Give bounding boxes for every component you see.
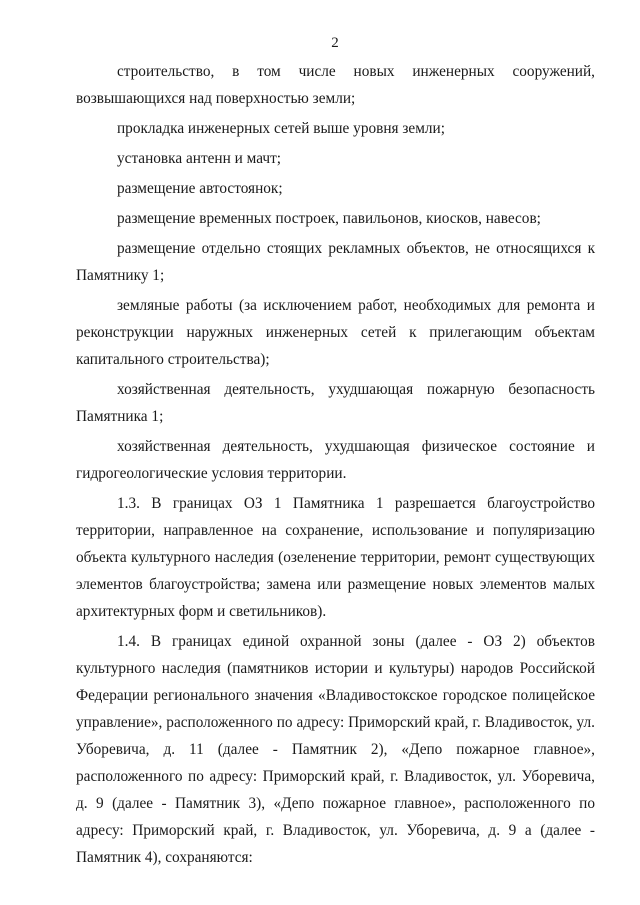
paragraph-temporary-buildings: размещение временных построек, павильонов, киосков, навесов; xyxy=(117,210,541,227)
paragraph-construction: строительство, в том числе новых инженерных сооружений, возвышающихся над поверхностью земли; xyxy=(76,63,595,107)
paragraph-earthworks: земляные работы (за исключением работ, необходимых для ремонта и реконструкции наружных инженерных сетей к прилегающим объектам капитального строительства); xyxy=(76,297,595,368)
paragraph-section-1-4: 1.4. В границах единой охранной зоны (далее - ОЗ 2) объектов культурного наследия (памятников истории и культуры) народов Российской Федерации регионального значения «Владивостокское городское полицейское управление», расположенного по адресу: Приморский край, г. Владивосток, ул. Уборевича, д. 11 (далее - Памятник 2), «Депо пожарное главное», расположенного по адресу: Приморский край, г. Владивосток, ул. Уборевича, д. 9 (далее - Памятник 3), «Депо пожарное главное», расположенного по адресу: Приморский край, г. Владивосток, ул. Уборевича, д. 9 а (далее - Памятник 4), сохраняются: xyxy=(76,633,595,866)
paragraph-utility-networks: прокладка инженерных сетей выше уровня земли; xyxy=(117,120,445,137)
paragraph-section-1-3: 1.3. В границах ОЗ 1 Памятника 1 разрешается благоустройство территории, направленное на сохранение, использование и популяризацию объекта культурного наследия (озеленение территории, ремонт существующих элементов благоустройства; замена или размещение новых элементов малых архитектурных форм и светильников). xyxy=(76,495,595,620)
page-number: 2 xyxy=(331,35,339,51)
paragraph-physical-condition: хозяйственная деятельность, ухудшающая физическое состояние и гидрогеологические условия территории. xyxy=(76,438,595,482)
paragraph-antennas: установка антенн и мачт; xyxy=(117,150,282,167)
paragraph-fire-safety: хозяйственная деятельность, ухудшающая пожарную безопасность Памятника 1; xyxy=(76,381,595,425)
paragraph-advertising: размещение отдельно стоящих рекламных объектов, не относящихся к Памятнику 1; xyxy=(76,240,595,284)
paragraph-parking: размещение автостоянок; xyxy=(117,180,283,197)
document-body xyxy=(76,58,595,871)
